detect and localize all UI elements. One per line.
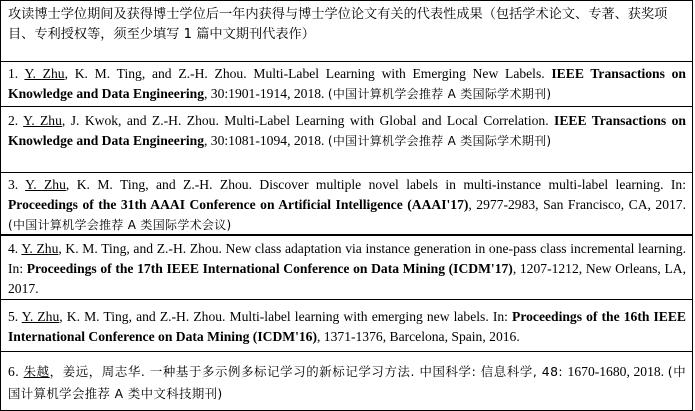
venue: Proceedings of the 17th IEEE International Conference on Data Mining (ICDM'17) xyxy=(26,261,513,276)
first-author: Y. Zhu xyxy=(21,309,60,324)
first-author: Y. Zhu xyxy=(25,177,66,192)
section-divider xyxy=(1,234,692,236)
pages-year: 1670-1680, 2018. xyxy=(567,364,668,379)
first-author: Y. Zhu xyxy=(21,241,59,256)
details: , 2977-2983, San Francisco, CA, 2017. xyxy=(468,197,687,212)
entry-number: 5. xyxy=(8,309,19,324)
first-author: Y. Zhu xyxy=(23,113,62,128)
first-author: 朱越 xyxy=(23,364,50,379)
details: , 30:1901-1914, 2018. xyxy=(204,86,328,101)
venue: Proceedings of the 31th AAAI Conference on Artificial Intelligence (AAAI'17) xyxy=(8,197,469,212)
authors-title: , K. M. Ting, and Z.-H. Zhou. Discover multiple novel labels in multi-instance multi-label learning. In: xyxy=(65,177,686,192)
authors-title: , J. Kwok, and Z.-H. Zhou. Multi-Label Learning with Global and Local Correlation. xyxy=(61,113,555,128)
ccf-note: (中国计算机学会推荐 A 类中文科技期刊) xyxy=(8,364,686,401)
first-author: Y. Zhu xyxy=(24,66,65,81)
entry-number: 1. xyxy=(8,66,19,81)
venue: IEEE Transactions on Knowledge and Data Engineering xyxy=(8,113,686,148)
authors-title: , K. M. Ting, and Z.-H. Zhou. New class adaptation via instance generation in one-pass class incremental learning. In: xyxy=(8,241,686,276)
details: , 1207-1212, New Orleans, LA, 2017. xyxy=(8,261,686,296)
ccf-note: (中国计算机学会推荐 A 类国际学术会议) xyxy=(8,218,232,232)
authors-title-venue: ，姜远，周志华. 一种基于多示例多标记学习的新标记学习方法. 中国科学: 信息科学, 48: xyxy=(49,364,568,379)
ccf-note: (中国计算机学会推荐 A 类国际学术期刊) xyxy=(327,134,552,148)
entry-2 xyxy=(1,106,692,172)
entry-number: 6. xyxy=(8,364,19,379)
details: , 30:1081-1094, 2018. xyxy=(204,133,328,148)
header-text: 攻读博士学位期间及获得博士学位后一年内获得与博士学位论文有关的代表性成果（包括学术论文、专著、获奖项目、专利授权等，须至少填写 1 篇中文期刊代表作） xyxy=(8,7,668,42)
authors-title: , K. M. Ting, and Z.-H. Zhou. Multi-Label Learning with Emerging New Labels. xyxy=(64,66,552,81)
entry-5 xyxy=(1,299,692,351)
entry-1 xyxy=(1,61,692,104)
authors-title: , K. M. Ting, and Z.-H. Zhou. Multi-label learning with emerging new labels. In: xyxy=(59,309,513,324)
entry-4 xyxy=(1,237,692,299)
venue: Proceedings of the 16th IEEE International Conference on Data Mining (ICDM'16) xyxy=(8,309,687,344)
entry-3 xyxy=(1,172,692,234)
entry-number: 3. xyxy=(8,177,19,192)
ccf-note: (中国计算机学会推荐 A 类国际学术期刊) xyxy=(327,87,552,101)
table-header xyxy=(1,1,692,57)
details: , 1371-1376, Barcelona, Spain, 2016. xyxy=(317,329,520,344)
entry-number: 2. xyxy=(8,113,19,128)
venue: IEEE Transactions on Knowledge and Data Engineering xyxy=(8,66,686,101)
entry-number: 4. xyxy=(8,241,19,256)
entry-6 xyxy=(1,351,692,411)
